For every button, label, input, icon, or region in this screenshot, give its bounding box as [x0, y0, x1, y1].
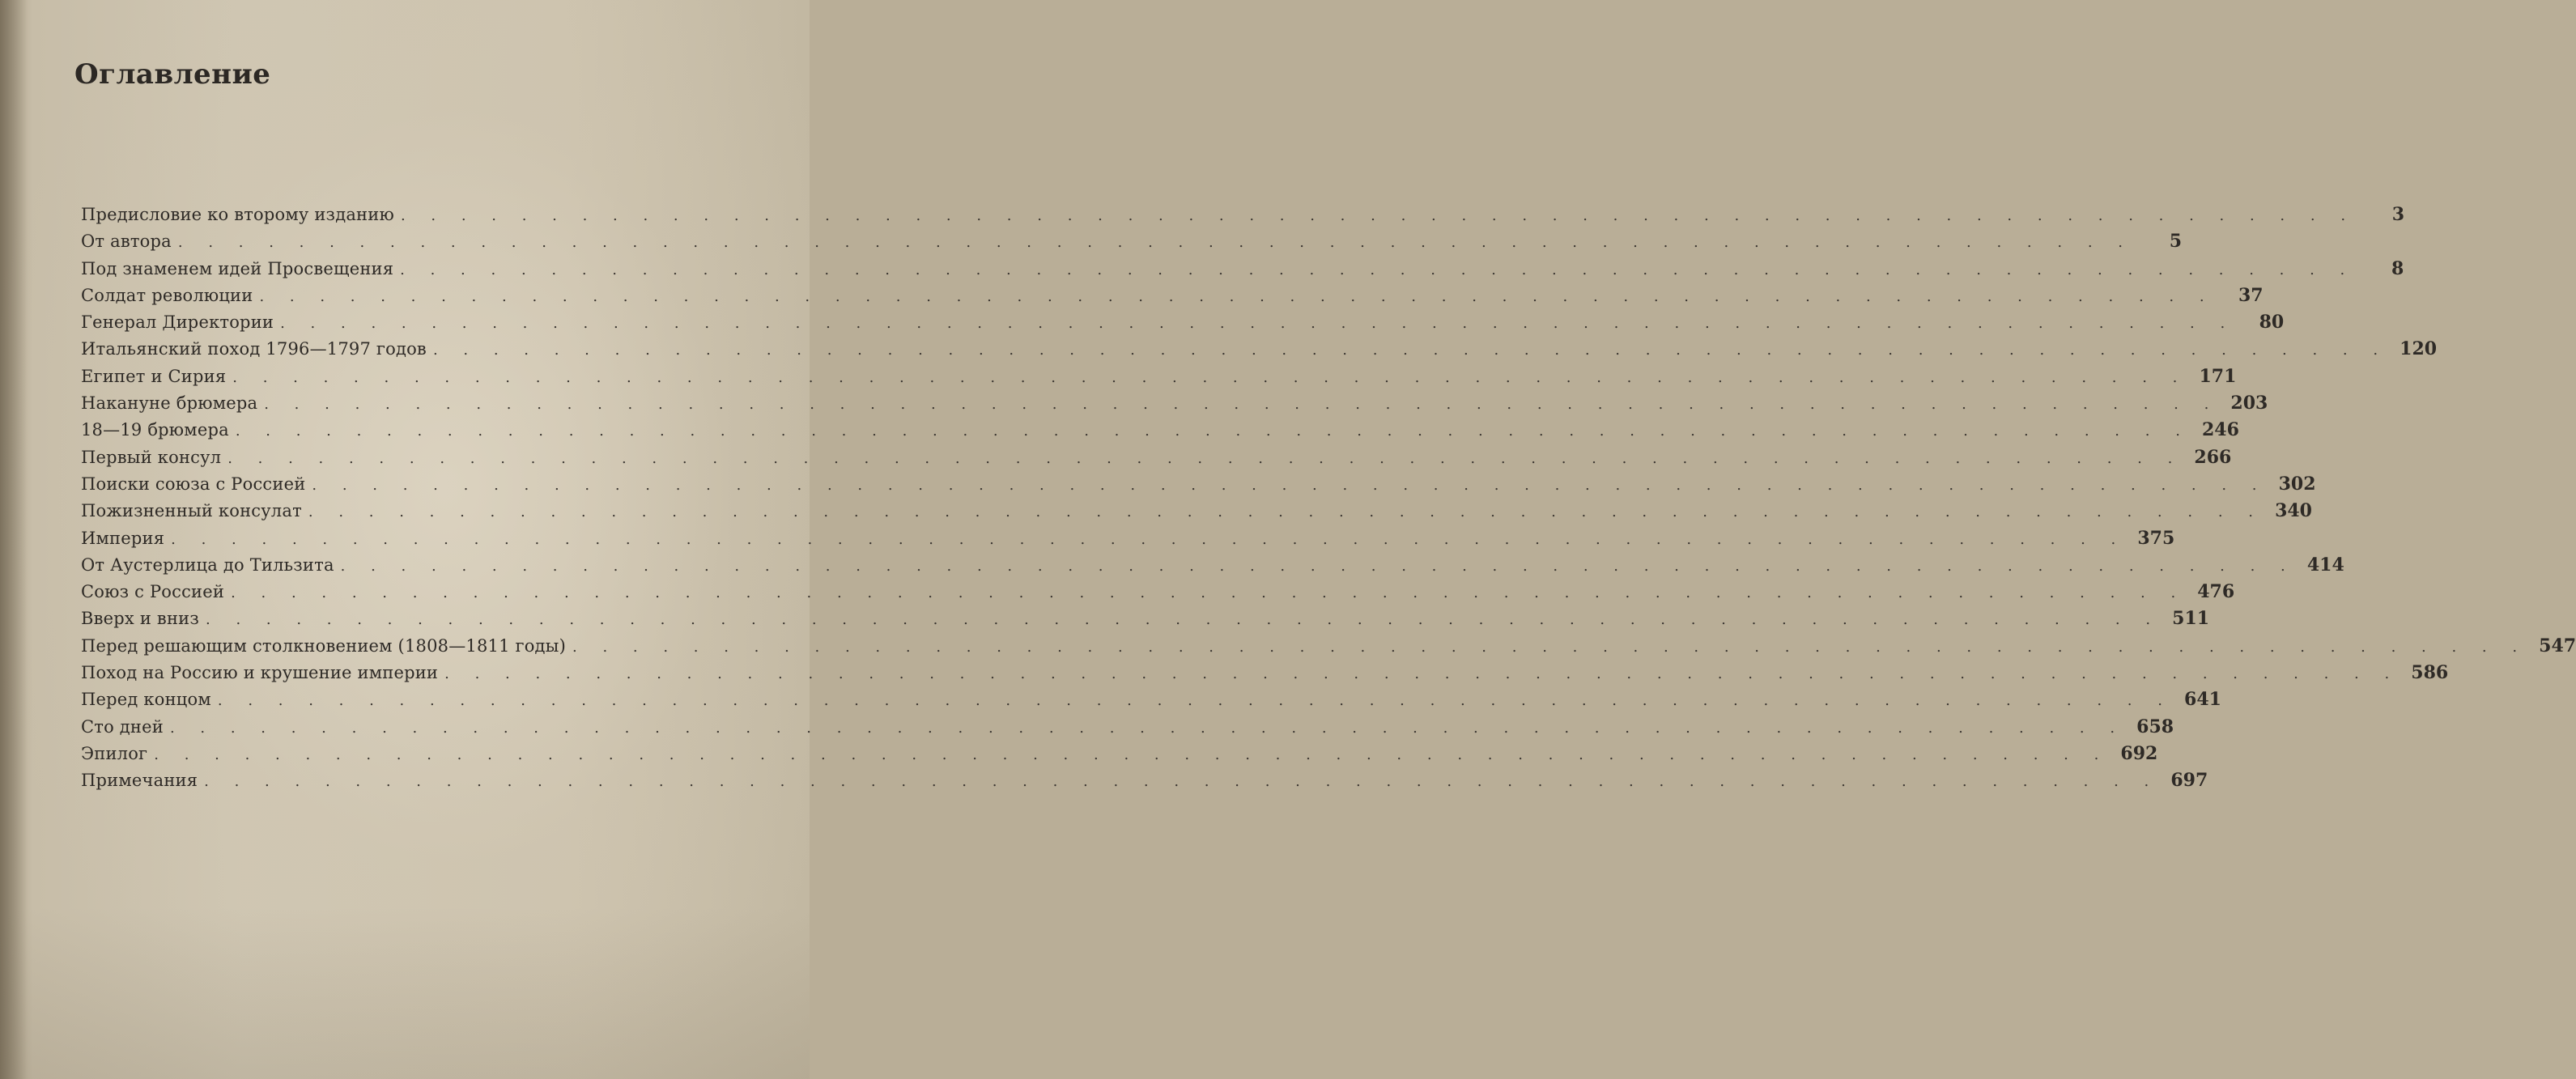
toc-entry-title: Под знаменем идей Просвещения — [81, 258, 394, 278]
toc-entry-page: 5 — [2169, 231, 2182, 253]
toc-entry-title: Генерал Директории — [81, 312, 274, 333]
toc-entry-page: 340 — [2275, 500, 2312, 522]
toc-entry-page: 547 — [2539, 635, 2576, 656]
toc-entry-page: 476 — [2197, 581, 2235, 603]
toc-entry-page: 375 — [2137, 527, 2175, 549]
toc-entry-title: Поход на Россию и крушение империи — [81, 663, 439, 683]
toc-entry — [81, 231, 2182, 257]
dot-leader: . . . . . . . . . . . . . . . . . . . . . . . . . . . . . . . . . . . . . . . . . . . . . . . . . . . . . . . . . . . . . . . . . — [264, 396, 2220, 414]
dot-leader: . . . . . . . . . . . . . . . . . . . . . . . . . . . . . . . . . . . . . . . . . . . . . . . . . . . . . . . . . . . . . . . . . — [400, 207, 2357, 224]
toc-entry-page: 414 — [2306, 554, 2344, 576]
dot-leader: . . . . . . . . . . . . . . . . . . . . . . . . . . . . . . . . . . . . . . . . . . . . . . . . . . . . . . . . . . . . . . . . . — [432, 342, 2389, 359]
toc-entry — [81, 662, 2449, 689]
toc-entry-title: Империя — [81, 528, 165, 548]
toc-entry — [81, 365, 2237, 393]
toc-entry-title: Египет и Сирия — [81, 366, 227, 386]
toc-entry — [81, 608, 2210, 635]
dot-leader: . . . . . . . . . . . . . . . . . . . . . . . . . . . . . . . . . . . . . . . . . . . . . . . . . . . . . . . . . . . . . . . . . — [444, 665, 2400, 683]
toc-entry — [81, 419, 2239, 446]
toc-entry — [81, 204, 2405, 231]
toc-entry-title: Предисловие ко второму изданию — [81, 205, 394, 224]
dot-leader: . . . . . . . . . . . . . . . . . . . . . . . . . . . . . . . . . . . . . . . . . . . . . . . . . . . . . . . . . . . . . . . . . — [312, 476, 2268, 494]
toc-entry — [81, 742, 2158, 770]
dot-leader: . . . . . . . . . . . . . . . . . . . . . . . . . . . . . . . . . . . . . . . . . . . . . . . . . . . . . . . . . . . . . . . . . — [154, 746, 2110, 763]
toc-entry-title: Перед решающим столкновением (1808—1811 годы) — [81, 635, 566, 656]
toc-entry-page: 120 — [2400, 338, 2438, 360]
dot-leader: . . . . . . . . . . . . . . . . . . . . . . . . . . . . . . . . . . . . . . . . . . . . . . . . . . . . . . . . . . . . . . . . . — [204, 773, 2160, 791]
toc-entry-page: 692 — [2120, 742, 2158, 764]
toc-entry-title: Поиски союза с Россией — [81, 474, 306, 494]
dot-leader: . . . . . . . . . . . . . . . . . . . . . . . . . . . . . . . . . . . . . . . . . . . . . . . . . . . . . . . . . . . . . . . . . — [169, 719, 2126, 737]
toc-entry-title: От автора — [81, 232, 172, 252]
dot-leader: . . . . . . . . . . . . . . . . . . . . . . . . . . . . . . . . . . . . . . . . . . . . . . . . . . . . . . . . . . . . . . . . . — [572, 638, 2528, 656]
toc-entry-title: Эпилог — [81, 743, 148, 763]
toc-entry-title: Накануне брюмера — [81, 393, 258, 414]
toc-entry-page: 37 — [2238, 284, 2264, 306]
toc-entry — [81, 635, 2576, 662]
dot-leader: . . . . . . . . . . . . . . . . . . . . . . . . . . . . . . . . . . . . . . . . . . . . . . . . . . . . . . . . . . . . . . . . . — [217, 692, 2173, 710]
toc-entry — [81, 284, 2264, 312]
toc-entry-title: Перед концом — [81, 690, 211, 710]
dot-leader: . . . . . . . . . . . . . . . . . . . . . . . . . . . . . . . . . . . . . . . . . . . . . . . . . . . . . . . . . . . . . . . . . — [340, 557, 2296, 575]
toc-entry-page: 203 — [2230, 393, 2268, 414]
toc-entry-page: 658 — [2136, 716, 2174, 737]
dot-leader: . . . . . . . . . . . . . . . . . . . . . . . . . . . . . . . . . . . . . . . . . . . . . . . . . . . . . . . . . . . . . . . . . — [171, 530, 2127, 548]
toc-entry-title: Пожизненный консулат — [81, 501, 302, 521]
toc-entry-page: 697 — [2170, 770, 2208, 792]
toc-entry-page: 511 — [2172, 608, 2210, 630]
dot-leader: . . . . . . . . . . . . . . . . . . . . . . . . . . . . . . . . . . . . . . . . . . . . . . . . . . . . . . . . . . . . . . . . . — [280, 315, 2236, 333]
toc-entry-title: Вверх и вниз — [81, 609, 199, 629]
toc-entry-page: 3 — [2391, 204, 2405, 225]
toc-entry-title: Союз с Россией — [81, 582, 225, 602]
toc-entry — [81, 581, 2235, 608]
toc-entry — [81, 446, 2232, 474]
toc-entry — [81, 312, 2285, 338]
dot-leader: . . . . . . . . . . . . . . . . . . . . . . . . . . . . . . . . . . . . . . . . . . . . . . . . . . . . . . . . . . . . . . . . . — [308, 503, 2264, 521]
toc-entry-title: Итальянский поход 1796—1797 годов — [81, 339, 427, 359]
toc-entry-page: 302 — [2278, 473, 2316, 495]
dot-leader: . . . . . . . . . . . . . . . . . . . . . . . . . . . . . . . . . . . . . . . . . . . . . . . . . . . . . . . . . . . . . . . . . — [400, 261, 2356, 278]
toc-entry — [81, 527, 2175, 554]
page-shading — [0, 907, 810, 1079]
toc-entry-page: 266 — [2194, 446, 2232, 468]
toc-entry-page: 80 — [2259, 312, 2285, 333]
toc-entry-title: Сто дней — [81, 716, 164, 737]
toc-entry-title: Солдат революции — [81, 285, 253, 305]
toc-entry — [81, 393, 2268, 419]
dot-leader: . . . . . . . . . . . . . . . . . . . . . . . . . . . . . . . . . . . . . . . . . . . . . . . . . . . . . . . . . . . . . . . . . — [231, 584, 2187, 602]
toc-entry — [81, 473, 2316, 500]
toc-entry-page: 8 — [2391, 257, 2404, 279]
toc-entry-page: 641 — [2184, 689, 2221, 711]
dot-leader: . . . . . . . . . . . . . . . . . . . . . . . . . . . . . . . . . . . . . . . . . . . . . . . . . . . . . . . . . . . . . . . . . — [206, 611, 2162, 629]
dot-leader: . . . . . . . . . . . . . . . . . . . . . . . . . . . . . . . . . . . . . . . . . . . . . . . . . . . . . . . . . . . . . . . . . — [232, 368, 2188, 386]
toc-entry — [81, 500, 2312, 527]
dot-leader: . . . . . . . . . . . . . . . . . . . . . . . . . . . . . . . . . . . . . . . . . . . . . . . . . . . . . . . . . . . . . . . . . — [259, 287, 2215, 305]
toc-entry — [81, 257, 2404, 285]
toc-entry-title: 18—19 брюмера — [81, 420, 229, 440]
dot-leader: . . . . . . . . . . . . . . . . . . . . . . . . . . . . . . . . . . . . . . . . . . . . . . . . . . . . . . . . . . . . . . . . . — [235, 423, 2191, 440]
toc-entry-title: Примечания — [81, 771, 198, 791]
toc-entry — [81, 689, 2221, 716]
toc-entry-page: 171 — [2199, 365, 2237, 387]
toc-entry — [81, 770, 2208, 797]
toc-entry — [81, 554, 2344, 581]
toc-entry-page: 586 — [2411, 662, 2449, 684]
toc-entry-page: 246 — [2201, 419, 2239, 441]
dot-leader: . . . . . . . . . . . . . . . . . . . . . . . . . . . . . . . . . . . . . . . . . . . . . . . . . . . . . . . . . . . . . . . . . — [227, 449, 2183, 467]
toc-entry-title: Первый консул — [81, 447, 222, 467]
toc-entry-title: От Аустерлица до Тильзита — [81, 554, 334, 575]
toc-entry — [81, 716, 2174, 743]
toc-entry — [81, 338, 2438, 365]
page-title: Оглавление — [74, 58, 271, 91]
dot-leader: . . . . . . . . . . . . . . . . . . . . . . . . . . . . . . . . . . . . . . . . . . . . . . . . . . . . . . . . . . . . . . . . . — [177, 234, 2133, 252]
table-of-contents — [81, 204, 2576, 797]
